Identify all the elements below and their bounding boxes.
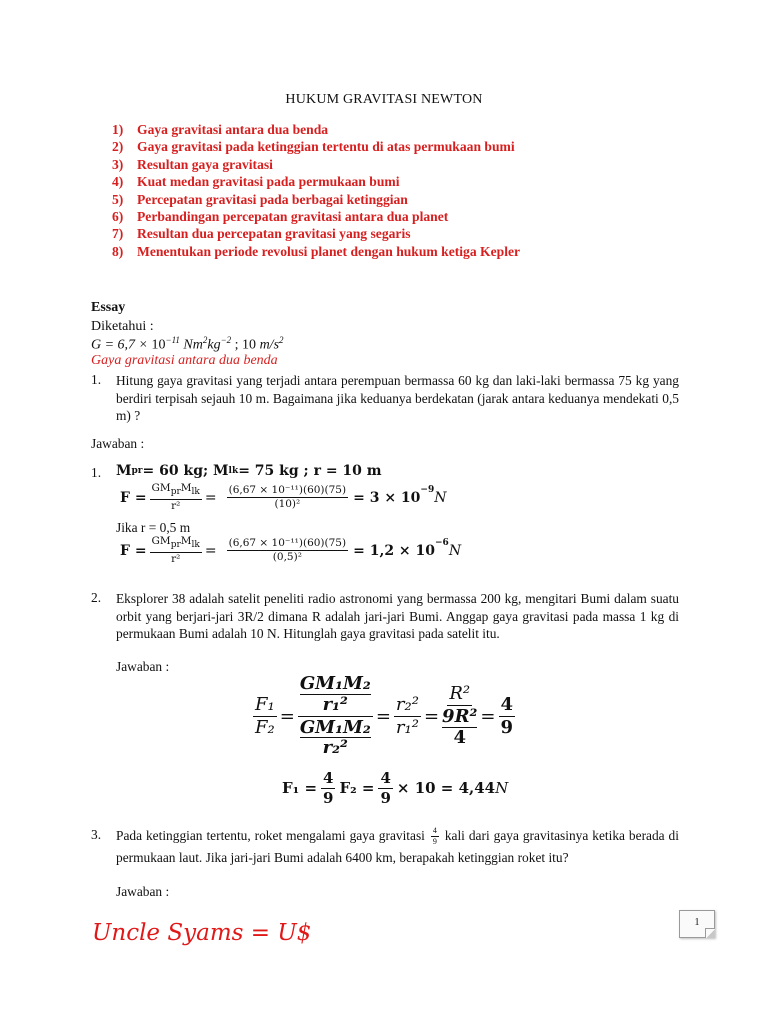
list-item: 5) Percepatan gravitasi pada berbagai ketinggian	[112, 191, 408, 207]
compound-fraction: R² 9R² 4	[442, 683, 478, 748]
answer-label: Jawaban :	[91, 436, 145, 451]
condition-text: Jika r = 0,5 m	[116, 520, 191, 535]
given-values: M pr = 60 kg; M lk = 75 kg ; r = 10 m	[116, 463, 382, 479]
list-item: 6) Perbandingan percepatan gravitasi antara dua planet	[112, 209, 449, 225]
question-number: 3.	[91, 827, 102, 842]
ratio-equation: $\frac{\text{F₁}}{\text{F₂}}$ = GM₁M₂ r₁² GM₁M₂ r₂² = $\frac{\text{r₂²}}{\text{r₁²}}$ = R² 9R² 4 = $\frac{4}{9}$	[255, 673, 514, 759]
page-number-badge: 1	[679, 910, 715, 938]
fraction: $\frac{4}{9}$	[432, 825, 437, 847]
fraction: $\frac{\text{(6,67 × 10⁻¹¹)(60)(75)}}{\text{(0,5)²}}$	[228, 536, 347, 564]
fraction: $\frac{\text{(6,67 × 10⁻¹¹)(60)(75)}}{\text{(10)²}}$	[228, 483, 347, 511]
fraction: $\frac{4}{9}$	[323, 769, 334, 807]
formula-row-1: F = $\frac{GM_{pr}M_{lk}}{\text{r²}}$ = $\frac{\text{(6,67 × 10⁻¹¹)(60)(75)}}{\text{(10)²}}$ = 3 × 10 $^{-9}$ N	[120, 482, 447, 512]
page-curl-icon	[705, 928, 715, 938]
fraction: $\frac{4}{9}$	[380, 769, 391, 807]
fraction: $\frac{GM_{pr}M_{lk}}{\text{r²}}$	[151, 482, 200, 512]
given-label: Diketahui :	[91, 319, 154, 334]
fraction: $\frac{\text{r₂²}}{\text{r₁²}}$	[395, 693, 419, 738]
compound-fraction: GM₁M₂ r₁² GM₁M₂ r₂²	[299, 673, 371, 759]
question-1-text: Hitung gaya gravitasi yang terjadi antara perempuan bermassa 60 kg dan laki-laki bermassa 75 kg yang berdiri terpisah sejauh 10 m. Bagaimana jika keduanya berdekatan (jarak antara keduanya mendekati 0,5 m) ?	[116, 373, 679, 423]
list-item: 1) Gaya gravitasi antara dua benda	[112, 122, 329, 137]
answer-label: Jawaban :	[116, 659, 170, 674]
essay-heading: Essay	[91, 300, 126, 315]
page-title: HUKUM GRAVITASI NEWTON	[285, 92, 483, 107]
list-item: 4) Kuat medan gravitasi pada permukaan bumi	[112, 174, 400, 190]
question-number: 1.	[91, 372, 102, 387]
question-3-text: Pada ketinggian tertentu, roket mengalami gaya gravitasi $\frac{4}{9}$ kali dari gaya gravitasinya ketika berada di permukaan laut. Jika jari-jari Bumi adalah 6400 km, berapakah ketinggian roket itu?	[116, 825, 679, 866]
fraction: $\frac{\text{F₁}}{\text{F₂}}$	[255, 693, 275, 738]
section-subheading: Gaya gravitasi antara dua benda	[91, 353, 278, 368]
formula-row-2: F = $\frac{GM_{pr}M_{lk}}{\text{r²}}$ = $\frac{\text{(6,67 × 10⁻¹¹)(60)(75)}}{\text{(0,5)²}}$ = 1,2 × 10 $^{-6}$ N	[120, 535, 462, 565]
list-item: 7) Resultan dua percepatan gravitasi yang segaris	[112, 226, 411, 242]
brand-logo: Uncle Syams = U$	[92, 920, 312, 946]
fraction: $\frac{4}{9}$	[500, 693, 514, 738]
question-number: 2.	[91, 590, 102, 605]
force-result: F₁ = $\frac{4}{9}$ F₂ = $\frac{4}{9}$ × 10 = 4,44 N	[282, 769, 509, 807]
answer-number: 1.	[91, 465, 102, 480]
list-item: 8) Menentukan periode revolusi planet dengan hukum ketiga Kepler	[112, 243, 521, 259]
list-item: 3) Resultan gaya gravitasi	[112, 156, 273, 172]
question-2-text: Eksplorer 38 adalah satelit peneliti radio astronomi yang bermassa 200 kg, mengitari Bumi dalam suatu orbit yang berjari-jari 3R/2 dimana R adalah jari-jari Bumi. Anggap gaya gravitasi pada massa 1 kg di permukaan Bumi adalah 10 N. Hitunglah gaya gravitasi pada satelit itu.	[116, 591, 679, 641]
fraction: $\frac{GM_{pr}M_{lk}}{\text{r²}}$	[151, 535, 200, 565]
constants-line: $G = 6,7 \times 10^{-11}$ $Nm^2kg^{-2}$ ; 10 $m/s^2$	[91, 335, 284, 353]
topic-list	[112, 121, 520, 260]
list-item: 2) Gaya gravitasi pada ketinggian tertentu di atas permukaan bumi	[112, 139, 515, 155]
answer-label: Jawaban :	[116, 884, 170, 899]
